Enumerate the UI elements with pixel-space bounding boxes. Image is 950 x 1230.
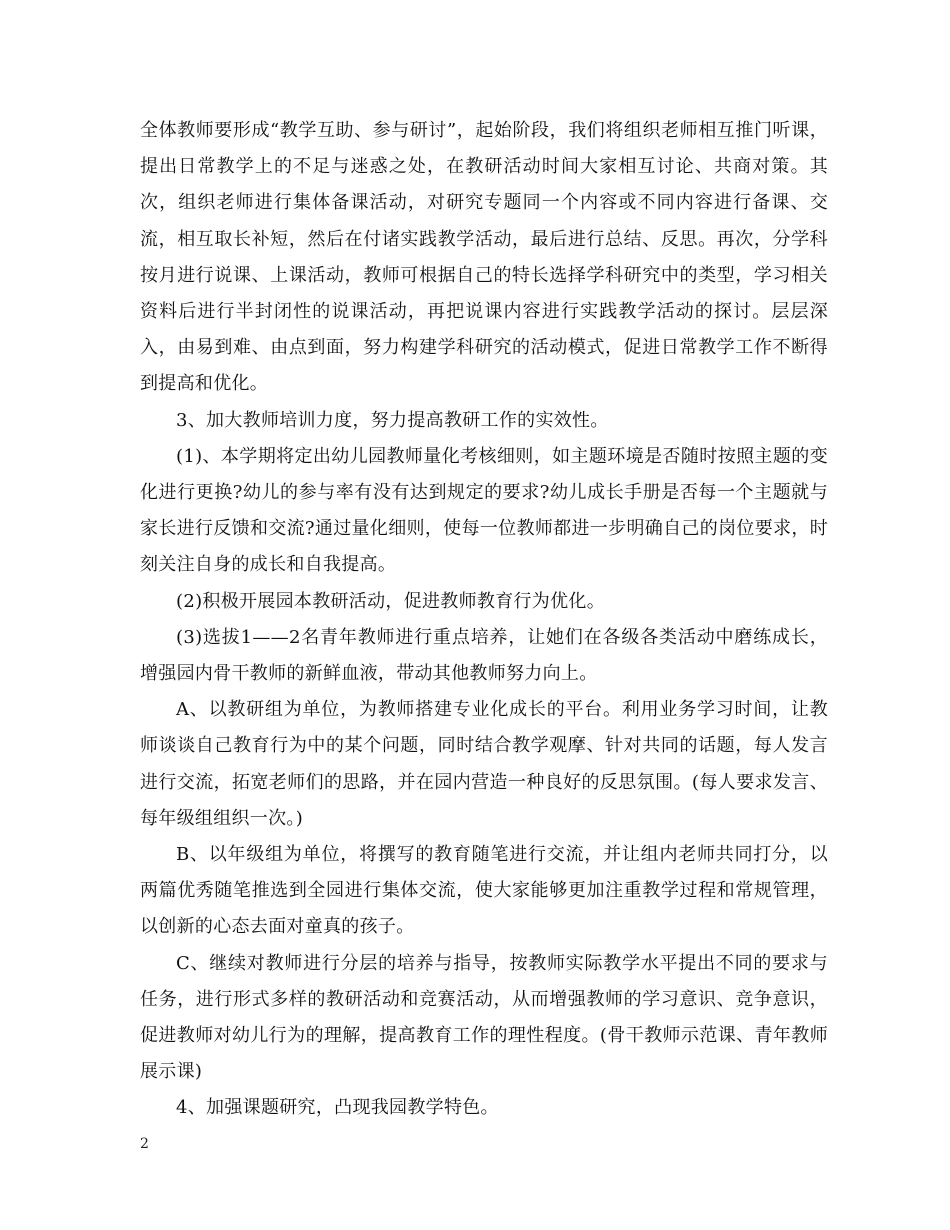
paragraph-item-3-young-teachers: (3)选拔1——2名青年教师进行重点培养，让她们在各级各类活动中磨练成长，增强园内骨干教师的新鲜血液，带动其他教师努力向上。 <box>140 626 828 685</box>
paragraph-item-2-school-research: (2)积极开展园本教研活动，促进教师教育行为优化。 <box>176 590 605 612</box>
heading-teacher-training: 3、加大教师培训力度，努力提高教研工作的实效性。 <box>176 409 609 431</box>
page-number: 2 <box>140 1136 149 1152</box>
document-body <box>140 113 828 1127</box>
paragraph-item-a-research-group: A、以教研组为单位，为教师搭建专业化成长的平台。利用业务学习时间，让教师谈谈自己教育行为中的某个问题，同时结合教学观摩、针对共同的话题，每人发言进行交流，拓宽老师们的思路，并在园内营造一种良好的反思氛围。(每人要求发言、每年级组组织一次。) <box>140 699 828 829</box>
heading-topic-research: 4、加强课题研究，凸现我园教学特色。 <box>176 1097 499 1119</box>
paragraph-item-c-tiered-training: C、继续对教师进行分层的培养与指导，按教师实际教学水平提出不同的要求与任务，进行形式多样的教研活动和竞赛活动，从而增强教师的学习意识、竞争意识，促进教师对幼儿行为的理解，提高教育工作的理性程度。(骨干教师示范课、青年教师展示课) <box>140 952 828 1083</box>
paragraph-collaborative-teaching: 全体教师要形成“教学互助、参与研讨”，起始阶段，我们将组织老师相互推门听课，提出日常教学上的不足与迷惑之处，在教研活动时间大家相互讨论、共商对策。其次，组织老师进行集体备课活动，对研究专题同一个内容或不同内容进行备课、交流，相互取长补短，然后在付诸实践教学活动，最后进行总结、反思。再次，分学科按月进行说课、上课活动，教师可根据自己的特长选择学科研究中的类型，学习相关资料后进行半封闭性的说课活动，再把说课内容进行实践教学活动的探讨。层层深入，由易到难、由点到面，努力构建学科研究的活动模式，促进日常教学工作不断得到提高和优化。 <box>140 120 828 395</box>
paragraph-item-b-grade-group: B、以年级组为单位，将撰写的教育随笔进行交流，并让组内老师共同打分，以两篇优秀随笔推选到全园进行集体交流，使大家能够更加注重教学过程和常规管理，以创新的心态去面对童真的孩子。 <box>140 844 828 938</box>
paragraph-item-1-assessment: (1)、本学期将定出幼儿园教师量化考核细则，如主题环境是否随时按照主题的变化进行更换?幼儿的参与率有没有达到规定的要求?幼儿成长手册是否每一个主题就与家长进行反馈和交流?通过量化细则，使每一位教师都进一步明确自己的岗位要求，时刻关注自身的成长和自我提高。 <box>140 445 828 576</box>
